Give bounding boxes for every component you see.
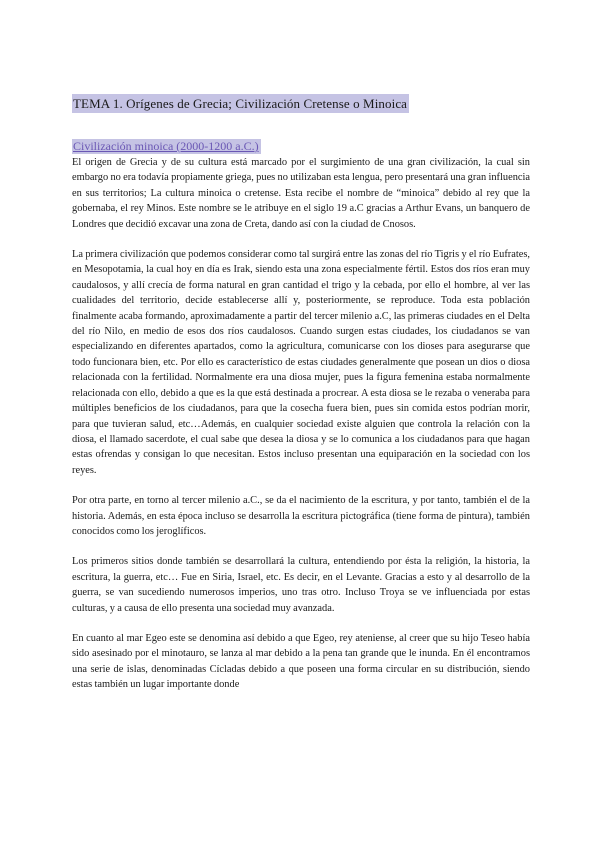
document-title: TEMA 1. Orígenes de Grecia; Civilización Cretense o Minoica <box>73 96 408 111</box>
section-heading: Civilización minoica (2000-1200 a.C.) <box>73 139 259 153</box>
document-page <box>72 94 530 708</box>
paragraph: El origen de Grecia y de su cultura está marcado por el surgimiento de una gran civilización, la cual sin embargo no era todavía propiamente griega, pues no utilizaban esta lengua, pero presentará una gran influencia en sus territorios; La cultura minoica o cretense. Esta recibe el nombre de “minoica” debido al rey que la gobernaba, el rey Minos. Este nombre se le atribuye en el siglo 19 a.C gracias a Arthur Evans, un banquero de Londres que decidió excavar una zona de Creta, dando así con la ciudad de Cnosos. <box>72 157 530 230</box>
paragraph: Los primeros sitios donde también se desarrollará la cultura, entendiendo por ésta la religión, la historia, la escritura, la guerra, etc… Fue en Siria, Israel, etc. Es decir, en el Levante. Gracias a esto y al desarrollo de la guerra, se van sucediendo numerosos imperios, uno tras otro. Incluso Troya se ve influenciada por estas culturas, y a causa de ello presenta una sociedad muy avanzada. <box>72 556 530 614</box>
paragraph: La primera civilización que podemos considerar como tal surgirá entre las zonas del río Tigris y el río Eufrates, en Mesopotamia, la cual hoy en día es Irak, siendo esta una zona especialmente fértil. Estos dos ríos eran muy caudalosos, y allí crecía de forma natural en gran cantidad el trigo y la cebada, por ello el hombre, al ver las cualidades del territorio, decide establecerse allí y, posteriormente, se reproduce. Toda esta población finalmente acaba formando, aproximadamente a partir del tercer milenio a.C, las primeras ciudades en el Delta del río Nilo, en medio de esos dos ríos caudalosos. Cuando surgen estas ciudades, los ciudadanos se van especializando en diferentes apartados, como la agricultura, comunicarse con los dioses para asegurarse que todo funcionara bien, etc. Por ello es característico de estas ciudades generalmente que posean un dios o diosa relacionada con la fertilidad. Normalmente era una diosa mujer, pues la figura femenina estaba normalmente relacionada con ello, debido a que es la que está destinada a procrear. A esta diosa se le rezaba o veneraba para múltiples beneficios de los ciudadanos, para que la cosecha fuera bien, pues sin comida estos podrían morir, para que tuvieran salud, etc…Además, en cualquier sociedad existe alguien que controla la relación con la diosa, el llamado sacerdote, el cual sabe que desea la diosa y se lo comunica a los ciudadanos para que hagan estas ofrendas y consigan lo que necesitan. Estos incluso presentan una equiparación en la sociedad con los reyes. <box>72 249 530 476</box>
paragraph: Por otra parte, en torno al tercer milenio a.C., se da el nacimiento de la escritura, y por tanto, también el de la historia. Además, en esta época incluso se desarrolla la escritura pictográfica (tiene forma de pintura), también conocidos como los jeroglíficos. <box>72 495 530 537</box>
paragraph: En cuanto al mar Egeo este se denomina así debido a que Egeo, rey ateniense, al creer que su hijo Teseo había sido asesinado por el minotauro, se lanza al mar debido a la pena tan grande que le inunda. En él encontramos una serie de islas, denominadas Cícladas debido a que poseen una forma circular en su distribución, siendo estas también un lugar importante donde <box>72 632 530 691</box>
section-heading-row <box>72 137 530 155</box>
